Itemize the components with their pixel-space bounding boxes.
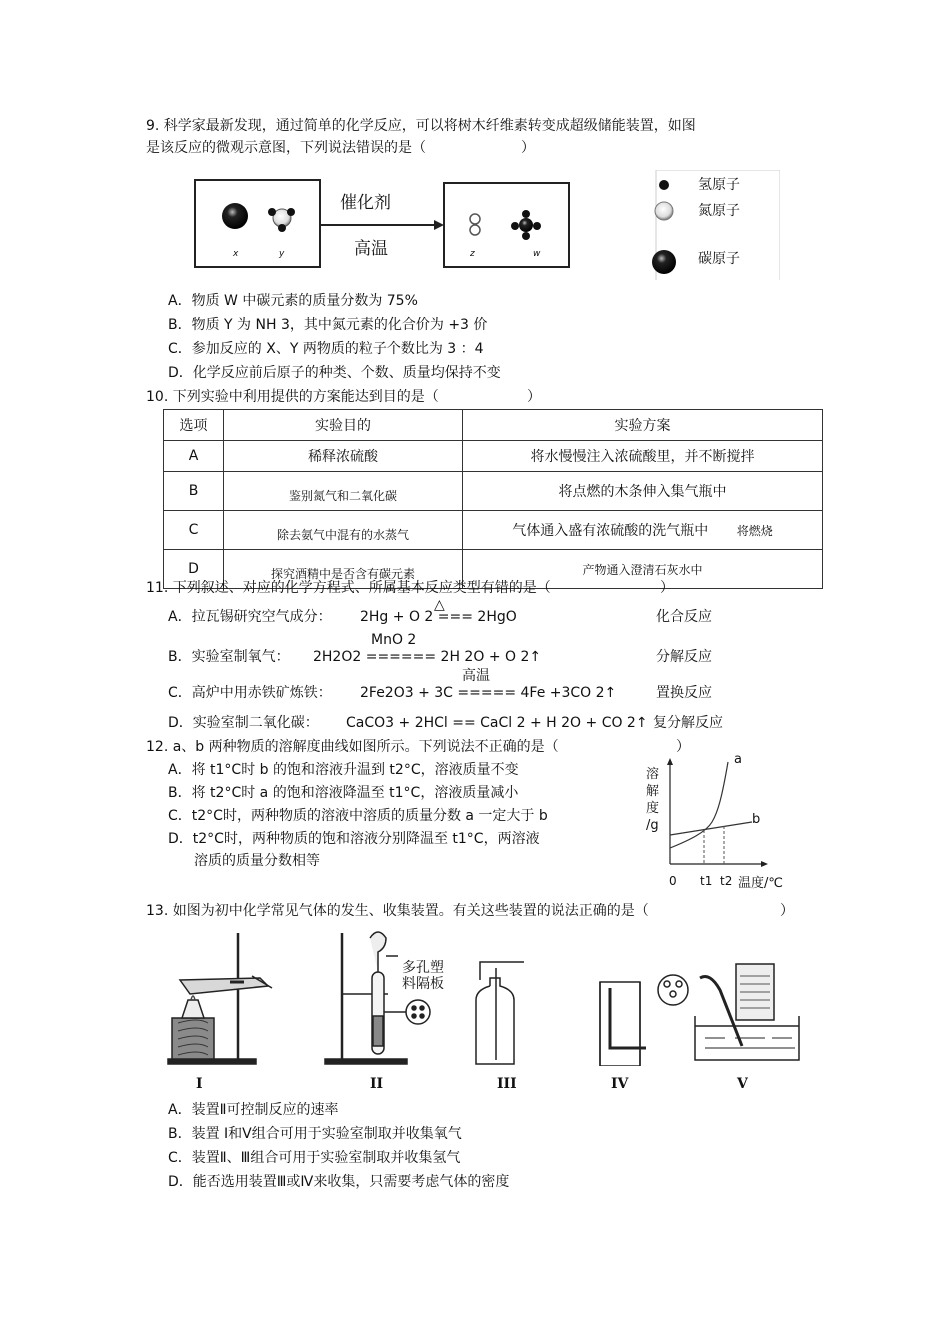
reactants-box bbox=[195, 180, 320, 267]
q11-a-label: A．拉瓦锡研究空气成分： bbox=[168, 609, 332, 625]
graph-t2: t2 bbox=[720, 874, 733, 888]
graph-ylabel: 溶 解 度 /g bbox=[646, 767, 660, 833]
q11-d-type: 复分解反应 bbox=[653, 715, 723, 731]
apparatus-3 bbox=[476, 962, 524, 1064]
q9-option-a: A．物质 W 中碳元素的质量分数为 75% bbox=[168, 293, 418, 309]
row-option: A bbox=[164, 441, 224, 472]
q10-paren-close: ） bbox=[527, 389, 541, 405]
row-plan-extra: 将燃烧 bbox=[736, 524, 773, 538]
row-plan: 产物通入澄清石灰水中 bbox=[463, 550, 823, 589]
q11-title: 11. 下列叙述、对应的化学方程式、所属基本反应类型有错的是（ bbox=[146, 580, 551, 596]
molecule-y bbox=[268, 208, 295, 232]
q13-option-b: B．装置 Ⅰ和Ⅴ组合可用于实验室制取并收集氧气 bbox=[168, 1126, 462, 1142]
apparatus-1 bbox=[168, 933, 272, 1064]
q11-paren-close: ） bbox=[660, 580, 674, 596]
graph-origin: 0 bbox=[669, 874, 677, 888]
q13-option-d: D．能否选用装置Ⅲ或Ⅳ来收集，只需要考虑气体的密度 bbox=[168, 1174, 510, 1190]
q11-c-equation: 2Fe2O3 + 3C ===== 4Fe +3CO 2↑ bbox=[360, 685, 617, 701]
porous-plate-label: 多孔塑 料隔板 bbox=[402, 960, 444, 992]
solubility-graph bbox=[640, 752, 790, 872]
q11-a-condition: △ bbox=[434, 597, 445, 613]
row-purpose: 除去氨气中混有的水蒸气 bbox=[224, 511, 463, 550]
q11-a-equation: 2Hg + O 2 === 2HgO bbox=[360, 609, 517, 625]
row-purpose: 鉴别氮气和二氧化碳 bbox=[224, 472, 463, 511]
graph-t1: t1 bbox=[700, 874, 713, 888]
legend-nitrogen: 氮原子 bbox=[698, 203, 740, 219]
q9-line1: 9. 科学家最新发现，通过简单的化学反应，可以将树木纤维素转变成超级储能装置，如图 bbox=[146, 118, 696, 134]
row-option: D bbox=[164, 550, 224, 589]
molecule-z bbox=[470, 214, 480, 235]
q12-option-d-line2: 溶质的质量分数相等 bbox=[194, 853, 320, 869]
row-option: C bbox=[164, 511, 224, 550]
q9-option-c: C．参加反应的 X、Y 两物质的粒子个数比为 3 ：4 bbox=[168, 341, 484, 357]
apparatus-4 bbox=[600, 982, 646, 1066]
q12-option-d-line1: D．t2°C时，两种物质的饱和溶液分别降温至 t1°C，两溶液 bbox=[168, 831, 540, 847]
q10-title: 10. 下列实验中利用提供的方案能达到目的是（ bbox=[146, 389, 439, 405]
row-plan: 气体通入盛有浓硫酸的洗气瓶中 bbox=[512, 523, 709, 539]
row-purpose: 探究酒精中是否含有碳元素 bbox=[224, 550, 463, 589]
q11-c-type: 置换反应 bbox=[656, 685, 712, 701]
q12-option-c: C．t2°C时，两种物质的溶液中溶质的质量分数 a 一定大于 b bbox=[168, 808, 548, 824]
apparatus-5 bbox=[658, 964, 799, 1060]
label-y: y bbox=[279, 249, 285, 259]
q13-option-a: A．装置Ⅱ可控制反应的速率 bbox=[168, 1102, 339, 1118]
row-option: B bbox=[164, 472, 224, 511]
q11-c-condition: 高温 bbox=[462, 668, 490, 684]
products-box bbox=[444, 183, 569, 267]
q11-b-condition: MnO 2 bbox=[371, 632, 417, 648]
header-plan: 实验方案 bbox=[463, 410, 823, 441]
row-plan-cell bbox=[463, 511, 823, 550]
legend-carbon: 碳原子 bbox=[698, 251, 740, 267]
molecule-w bbox=[511, 210, 541, 240]
row-purpose: 稀释浓硫酸 bbox=[224, 441, 463, 472]
table-row bbox=[164, 441, 823, 472]
q10-table bbox=[163, 409, 823, 589]
arrow-catalyst-label: 催化剂 bbox=[340, 193, 391, 213]
q11-a-type: 化合反应 bbox=[656, 609, 712, 625]
legend-hydrogen: 氢原子 bbox=[698, 177, 740, 193]
curve-a bbox=[670, 762, 728, 848]
apparatus-label-3: III bbox=[497, 1076, 517, 1092]
q9-line2: 是该反应的微观示意图，下列说法错误的是（ bbox=[146, 140, 426, 156]
molecule-x bbox=[222, 203, 248, 229]
q13-option-c: C．装置Ⅱ、Ⅲ组合可用于实验室制取并收集氢气 bbox=[168, 1150, 461, 1166]
q12-option-a: A．将 t1°C时 b 的饱和溶液升温到 t2°C，溶液质量不变 bbox=[168, 762, 519, 778]
q13-title: 13. 如图为初中化学常见气体的发生、收集装置。有关这些装置的说法正确的是（ bbox=[146, 903, 649, 919]
q11-b-equation: 2H2O2 ====== 2H 2O + O 2↑ bbox=[313, 649, 542, 665]
nitrogen-atom-icon bbox=[655, 202, 673, 220]
table-row bbox=[164, 511, 823, 550]
q9-option-b: B．物质 Y 为 NH 3，其中氮元素的化合价为 +3 价 bbox=[168, 317, 488, 333]
apparatus-label-2: II bbox=[370, 1076, 384, 1092]
curve-a-label: a bbox=[734, 752, 742, 767]
q12-paren-close: ） bbox=[676, 739, 690, 755]
table-header-row bbox=[164, 410, 823, 441]
q11-d-equation: CaCO3 + 2HCl == CaCl 2 + H 2O + CO 2↑ bbox=[346, 715, 648, 731]
apparatus-label-5: V bbox=[737, 1076, 748, 1092]
q12-option-b: B．将 t2°C时 a 的饱和溶液降温至 t1°C，溶液质量减小 bbox=[168, 785, 519, 801]
label-z: z bbox=[470, 249, 475, 259]
arrow-temperature-label: 高温 bbox=[354, 239, 388, 259]
q9-reaction-diagram bbox=[190, 170, 780, 280]
row-plan: 将水慢慢注入浓硫酸里，并不断搅拌 bbox=[463, 441, 823, 472]
q9-option-d: D．化学反应前后原子的种类、个数、质量均保持不变 bbox=[168, 365, 501, 381]
apparatus-label-1: I bbox=[196, 1076, 203, 1092]
row-plan: 将点燃的木条伸入集气瓶中 bbox=[463, 472, 823, 511]
apparatus-label-4: IV bbox=[611, 1076, 629, 1092]
q12-title: 12. a、b 两种物质的溶解度曲线如图所示。下列说法不正确的是（ bbox=[146, 739, 559, 755]
hydrogen-atom-icon bbox=[659, 180, 669, 190]
graph-xlabel: 温度/℃ bbox=[738, 876, 783, 891]
q11-c-label: C．高炉中用赤铁矿炼铁： bbox=[168, 685, 332, 701]
q11-d-label: D．实验室制二氧化碳： bbox=[168, 715, 319, 731]
header-purpose: 实验目的 bbox=[224, 410, 463, 441]
table-row bbox=[164, 472, 823, 511]
apparatus-2 bbox=[325, 932, 430, 1064]
q11-b-type: 分解反应 bbox=[656, 649, 712, 665]
label-x: x bbox=[233, 249, 239, 259]
q13-apparatus-figure bbox=[160, 928, 810, 1066]
label-w: w bbox=[533, 249, 541, 259]
q9-paren-close: ） bbox=[521, 140, 535, 156]
q13-paren-close: ） bbox=[780, 903, 794, 919]
carbon-atom-icon bbox=[652, 250, 676, 274]
curve-b-label: b bbox=[752, 812, 761, 827]
header-option: 选项 bbox=[164, 410, 224, 441]
q11-b-label: B．实验室制氧气： bbox=[168, 649, 290, 665]
